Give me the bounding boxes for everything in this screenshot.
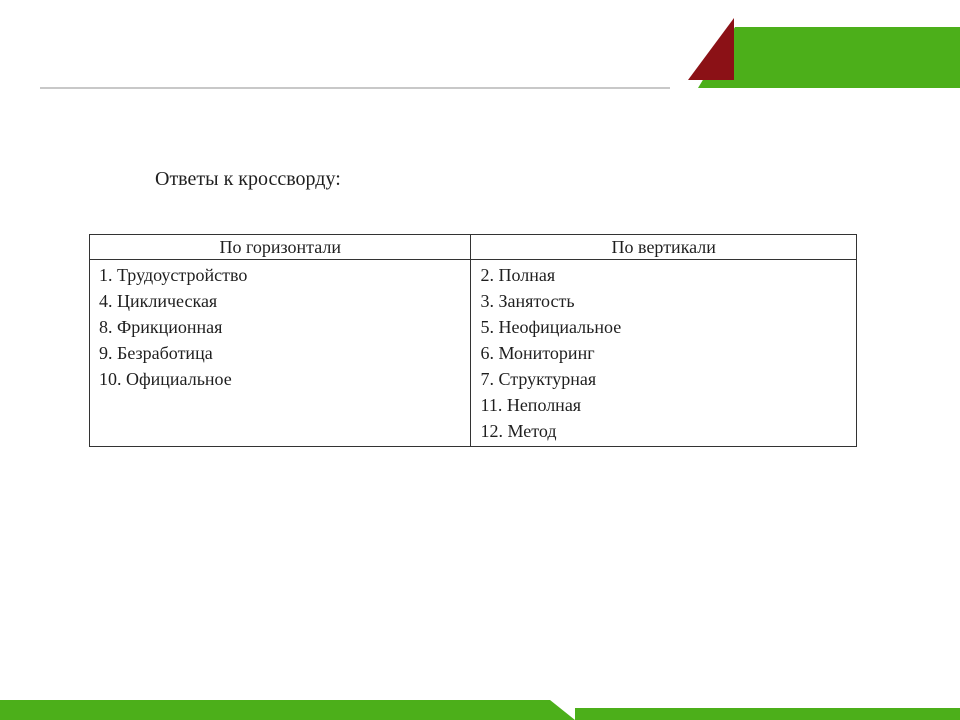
header-green-band bbox=[698, 27, 960, 88]
horizontal-answer: 10. Официальное bbox=[99, 369, 232, 389]
header-decoration bbox=[0, 0, 960, 100]
header-vertical: По вертикали bbox=[471, 235, 857, 260]
horizontal-answer: 8. Фрикционная bbox=[99, 317, 223, 337]
footer-decoration bbox=[0, 690, 960, 720]
table-body-row bbox=[90, 260, 857, 447]
header-horizontal: По горизонтали bbox=[90, 235, 471, 260]
table-header-row bbox=[90, 235, 857, 260]
horizontal-answer: 9. Безработица bbox=[99, 343, 213, 363]
header-divider-line bbox=[40, 87, 670, 89]
vertical-answer: 11. Неполная bbox=[480, 395, 582, 415]
footer-green-band-right bbox=[575, 708, 960, 720]
horizontal-answer: 4. Циклическая bbox=[99, 291, 218, 311]
vertical-answers-cell bbox=[471, 260, 857, 447]
answers-title: Ответы к кроссворду: bbox=[155, 168, 341, 190]
vertical-answer: 7. Структурная bbox=[480, 369, 597, 389]
vertical-answer: 2. Полная bbox=[480, 265, 556, 285]
answers-table bbox=[89, 234, 857, 447]
horizontal-answers-cell bbox=[90, 260, 471, 447]
header-red-triangle bbox=[688, 18, 734, 80]
horizontal-answer: 1. Трудоустройство bbox=[99, 265, 248, 285]
vertical-answers-list bbox=[480, 262, 848, 444]
vertical-answer: 12. Метод bbox=[480, 421, 557, 441]
horizontal-answers-list bbox=[99, 262, 462, 392]
footer-green-band bbox=[0, 700, 575, 720]
vertical-answer: 3. Занятость bbox=[480, 291, 575, 311]
vertical-answer: 6. Мониторинг bbox=[480, 343, 595, 363]
vertical-answer: 5. Неофициальное bbox=[480, 317, 622, 337]
